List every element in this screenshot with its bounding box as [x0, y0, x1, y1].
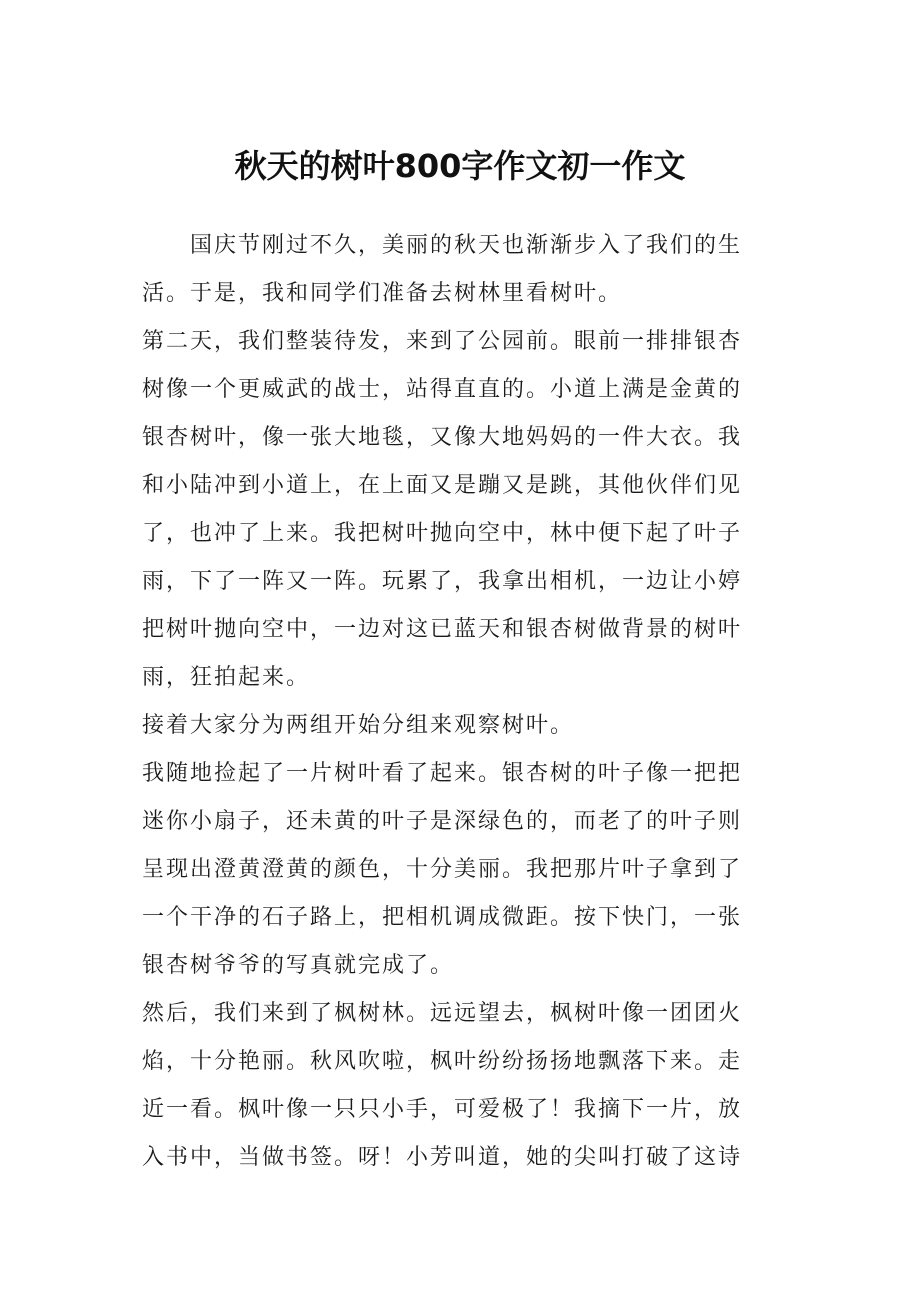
text-line: 近一看。枫叶像一只只小手，可爱极了！我摘下一片，放: [142, 1097, 743, 1122]
document-title: 秋天的树叶800字作文初一作文: [234, 147, 686, 185]
text-line: 把树叶抛向空中，一边对这已蓝天和银杏树做背景的树叶: [142, 617, 743, 642]
text-line: 一个干净的石子路上，把相机调成微距。按下快门，一张: [142, 905, 743, 930]
text-line: 接着大家分为两组开始分组来观察树叶。: [142, 713, 575, 738]
text-line: 银杏树叶，像一张大地毯，又像大地妈妈的一件大衣。我: [142, 425, 743, 450]
text-line: 呈现出澄黄澄黄的颜色，十分美丽。我把那片叶子拿到了: [142, 857, 743, 882]
text-line: 第二天，我们整装待发，来到了公园前。眼前一排排银杏: [142, 329, 743, 354]
document-body: [142, 222, 782, 1182]
text-line: 我随地捡起了一片树叶看了起来。银杏树的叶子像一把把: [142, 761, 743, 786]
text-line: 入书中，当做书签。呀！小芳叫道，她的尖叫打破了这诗: [142, 1145, 743, 1170]
text-line: 银杏树爷爷的写真就完成了。: [142, 953, 455, 978]
text-line: 了，也冲了上来。我把树叶抛向空中，林中便下起了叶子: [142, 521, 743, 546]
text-line: 雨，下了一阵又一阵。玩累了，我拿出相机，一边让小婷: [142, 569, 743, 594]
text-line: 和小陆冲到小道上，在上面又是蹦又是跳，其他伙伴们见: [142, 473, 743, 498]
text-line: 焰，十分艳丽。秋风吹啦，枫叶纷纷扬扬地飘落下来。走: [142, 1049, 743, 1074]
text-line: 国庆节刚过不久，美丽的秋天也渐渐步入了我们的生: [142, 233, 743, 258]
text-line: 雨，狂拍起来。: [142, 665, 311, 690]
text-line: 树像一个更威武的战士，站得直直的。小道上满是金黄的: [142, 377, 743, 402]
text-line: 然后，我们来到了枫树林。远远望去，枫树叶像一团团火: [142, 1001, 743, 1026]
text-line: 迷你小扇子，还未黄的叶子是深绿色的，而老了的叶子则: [142, 809, 743, 834]
text-line: 活。于是，我和同学们准备去树林里看树叶。: [142, 281, 623, 306]
